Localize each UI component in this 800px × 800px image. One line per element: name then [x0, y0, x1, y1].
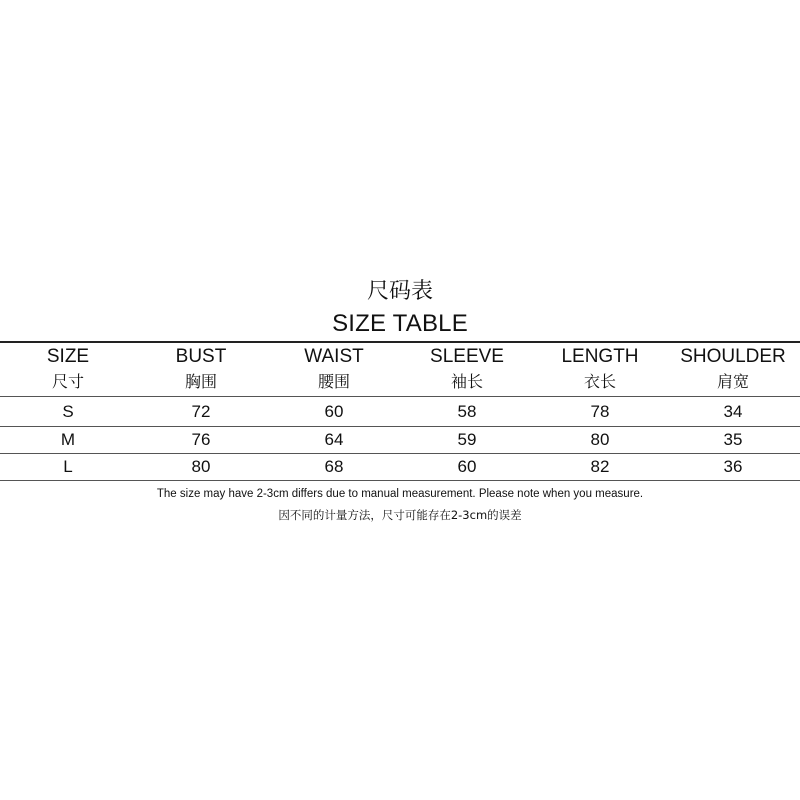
sleeve-cell: 60: [457, 457, 477, 476]
size-cell: M: [60, 430, 76, 449]
col-header-cn: 腰围: [317, 372, 350, 391]
col-header-shoulder: [663, 344, 800, 394]
col-header-en: BUST: [175, 346, 227, 367]
col-header-cn: 衣长: [583, 372, 616, 391]
col-header-en: SHOULDER: [680, 346, 786, 367]
sleeve-cell: 59: [457, 430, 477, 449]
size-cell: S: [62, 402, 74, 421]
length-cell: 82: [590, 457, 610, 476]
row-divider: [0, 396, 800, 397]
shoulder-cell: 34: [723, 402, 743, 421]
shoulder-cell: 35: [723, 430, 743, 449]
bust-cell: 80: [191, 457, 211, 476]
col-header-en: WAIST: [304, 346, 364, 367]
col-header-en: LENGTH: [561, 346, 639, 367]
table-row: [0, 455, 800, 479]
col-header-sleeve: [397, 344, 537, 394]
title-cn: 尺码表: [366, 279, 433, 304]
bust-cell: 76: [191, 430, 211, 449]
col-header-cn: 胸围: [184, 372, 217, 391]
length-cell: 80: [590, 430, 610, 449]
size-cell: L: [63, 457, 73, 476]
table-header-row: [0, 344, 800, 396]
title-en: SIZE TABLE: [332, 310, 468, 337]
waist-cell: 64: [324, 430, 344, 449]
col-header-en: SLEEVE: [430, 346, 504, 367]
table-row: [0, 400, 800, 424]
col-header-cn: 袖长: [450, 372, 483, 391]
col-header-size: [0, 344, 138, 394]
col-header-en: SIZE: [46, 346, 90, 367]
row-divider: [0, 453, 800, 454]
col-header-cn: 尺寸: [51, 372, 84, 391]
col-header-length: [530, 344, 670, 394]
measurement-note-en: The size may have 2-3cm differs due to manual measurement. Please note when you measure.: [156, 488, 644, 500]
col-header-waist: [264, 344, 404, 394]
length-cell: 78: [590, 402, 610, 421]
table-bottom-rule: [0, 480, 800, 481]
sleeve-cell: 58: [457, 402, 477, 421]
waist-cell: 60: [324, 402, 344, 421]
bust-cell: 72: [191, 402, 211, 421]
waist-cell: 68: [324, 457, 344, 476]
col-header-cn: 肩宽: [716, 372, 749, 391]
shoulder-cell: 36: [723, 457, 743, 476]
col-header-bust: [131, 344, 271, 394]
measurement-note-cn: 因不同的计量方法，尺寸可能存在2-3cm的误差: [278, 508, 522, 522]
table-top-rule: [0, 341, 800, 343]
row-divider: [0, 426, 800, 427]
table-row: [0, 428, 800, 452]
